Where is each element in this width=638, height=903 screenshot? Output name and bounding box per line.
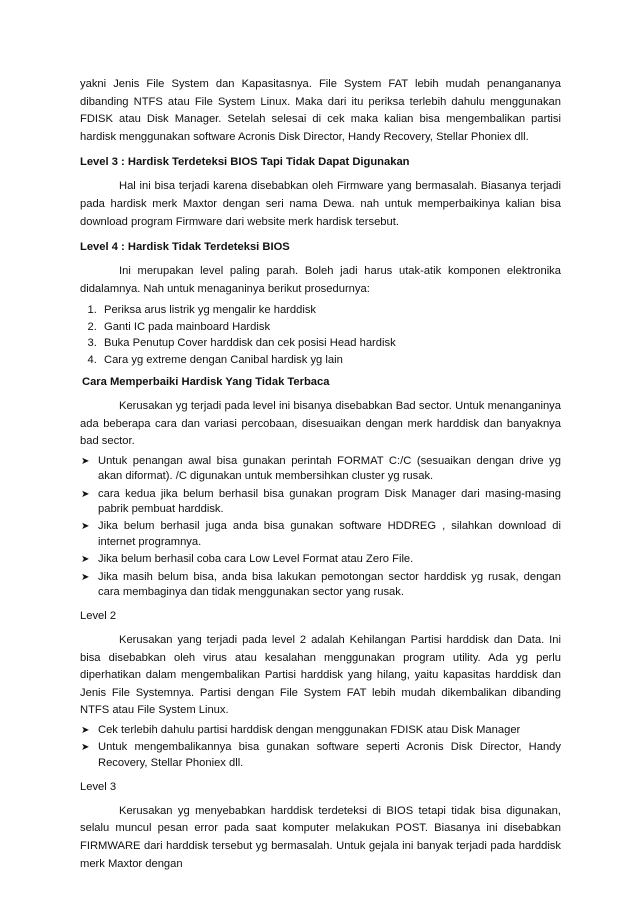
list-item: ➤ cara kedua jika belum berhasil bisa gunakan program Disk Manager dari masing-masing pabrik pembuat harddisk. xyxy=(81,487,561,515)
list-item: ➤ Untuk mengembalikannya bisa gunakan software seperti Acronis Disk Director, Handy Recovery, Stellar Phoniex dll. xyxy=(81,741,561,769)
paragraph-partition-recovery: yakni Jenis File System dan Kapasitasnya. File System FAT lebih mudah penangananya dibanding NTFS atau File System Linux. Maka dari itu periksa terlebih dahulu menggunakan FDISK atau Disk Manager. Setelah selesai di cek maka kalian bisa mengembalikan partisi hardisk menggunakan software Acronis Disk Director, Handy Recovery, Stellar Phoniex dll. xyxy=(80,78,561,143)
paragraph-level-4: Ini merupakan level paling parah. Boleh jadi harus utak-atik komponen elektronika didalamnya. Nah untuk menaganinya berikut prosedurnya: xyxy=(80,265,561,295)
document-page xyxy=(80,76,561,873)
list-item: ➤ Jika belum berhasil juga anda bisa gunakan software HDDREG , silahkan download di internet programnya. xyxy=(81,520,561,548)
arrow-bullet-icon: ➤ xyxy=(81,724,90,736)
list-item: ➤ Jika belum berhasil coba cara Low Level Format atau Zero File. xyxy=(80,552,561,567)
heading-level-3-plain: Level 3 xyxy=(80,781,117,794)
list-item: 3. Buka Penutup Cover harddisk dan cek posisi Head hardisk xyxy=(100,335,561,351)
heading-level-2: Level 2 xyxy=(80,610,117,623)
list-item: ➤ Jika masih belum bisa, anda bisa lakukan pemotongan sector harddisk yg rusak, dengan cara membaginya dan tidak menggunakan sector yang rusak. xyxy=(81,570,561,598)
list-item: 4. Cara yg extreme dengan Canibal hardisk yg lain xyxy=(100,352,561,368)
arrow-bullet-icon: ➤ xyxy=(81,554,90,566)
heading-fix-unreadable: Cara Memperbaiki Hardisk Yang Tidak Terbaca xyxy=(82,375,330,388)
list-item: ➤ Untuk penangan awal bisa gunakan perintah FORMAT C:/C (sesuaikan dengan drive yg akan diformat). /C digunakan untuk membersihkan cluster yg rusak. xyxy=(81,454,561,483)
bad-sector-tips xyxy=(80,454,561,601)
procedure-list xyxy=(80,302,561,368)
paragraph-level-3: Kerusakan yg menyebabkan harddisk terdeteksi di BIOS tetapi tidak bisa digunakan, selalu muncul pesan error pada saat komputer melakukan POST. Biasanya ini disebabkan FIRMWARE dari harddisk tersebut yg bermasalah. Untuk gejala ini banyak terjadi pada harddisk merk Maxtor dengan xyxy=(80,804,561,870)
arrow-bullet-icon: ➤ xyxy=(81,742,90,754)
arrow-bullet-icon: ➤ xyxy=(81,521,90,533)
partition-tips xyxy=(80,723,561,771)
paragraph-level-2: Kerusakan yang terjadi pada level 2 adalah Kehilangan Partisi harddisk dan Data. Ini bisa disebabkan oleh virus atau kesalahan menggunakan program utility. Ada yg perlu diperhatikan dalam mengembalikan Partisi harddisk yang hilang, yaitu kapasitas harddisk dan Jenis File Systemnya. Partisi dengan File System FAT lebih mudah dikembalikan dibanding NTFS atau File System Linux. xyxy=(80,634,561,717)
paragraph-firmware: Hal ini bisa terjadi karena disebabkan oleh Firmware yang bermasalah. Biasanya terjadi pada hardisk merk Maxtor dengan seri nama Dewa. nah untuk memperbaikinya kalian bisa download program Firmware dari website merk hardisk tersebut. xyxy=(80,180,561,228)
arrow-bullet-icon: ➤ xyxy=(81,455,90,467)
arrow-bullet-icon: ➤ xyxy=(81,571,90,583)
arrow-bullet-icon: ➤ xyxy=(81,488,90,500)
heading-level-3: Level 3 : Hardisk Terdeteksi BIOS Tapi Tidak Dapat Digunakan xyxy=(80,156,410,169)
list-item: 1. Periksa arus listrik yg mengalir ke harddisk xyxy=(100,302,561,318)
heading-level-4: Level 4 : Hardisk Tidak Terdeteksi BIOS xyxy=(80,241,290,254)
list-item: 2. Ganti IC pada mainboard Hardisk xyxy=(100,319,561,335)
paragraph-bad-sector: Kerusakan yg terjadi pada level ini bisanya disebabkan Bad sector. Untuk menanganinya ada beberapa cara dan variasi percobaan, disesuaikan dengan merk harddisk dan banyaknya bad sector. xyxy=(80,399,561,448)
list-item: ➤ Cek terlebih dahulu partisi harddisk dengan menggunakan FDISK atau Disk Manager xyxy=(80,723,561,738)
